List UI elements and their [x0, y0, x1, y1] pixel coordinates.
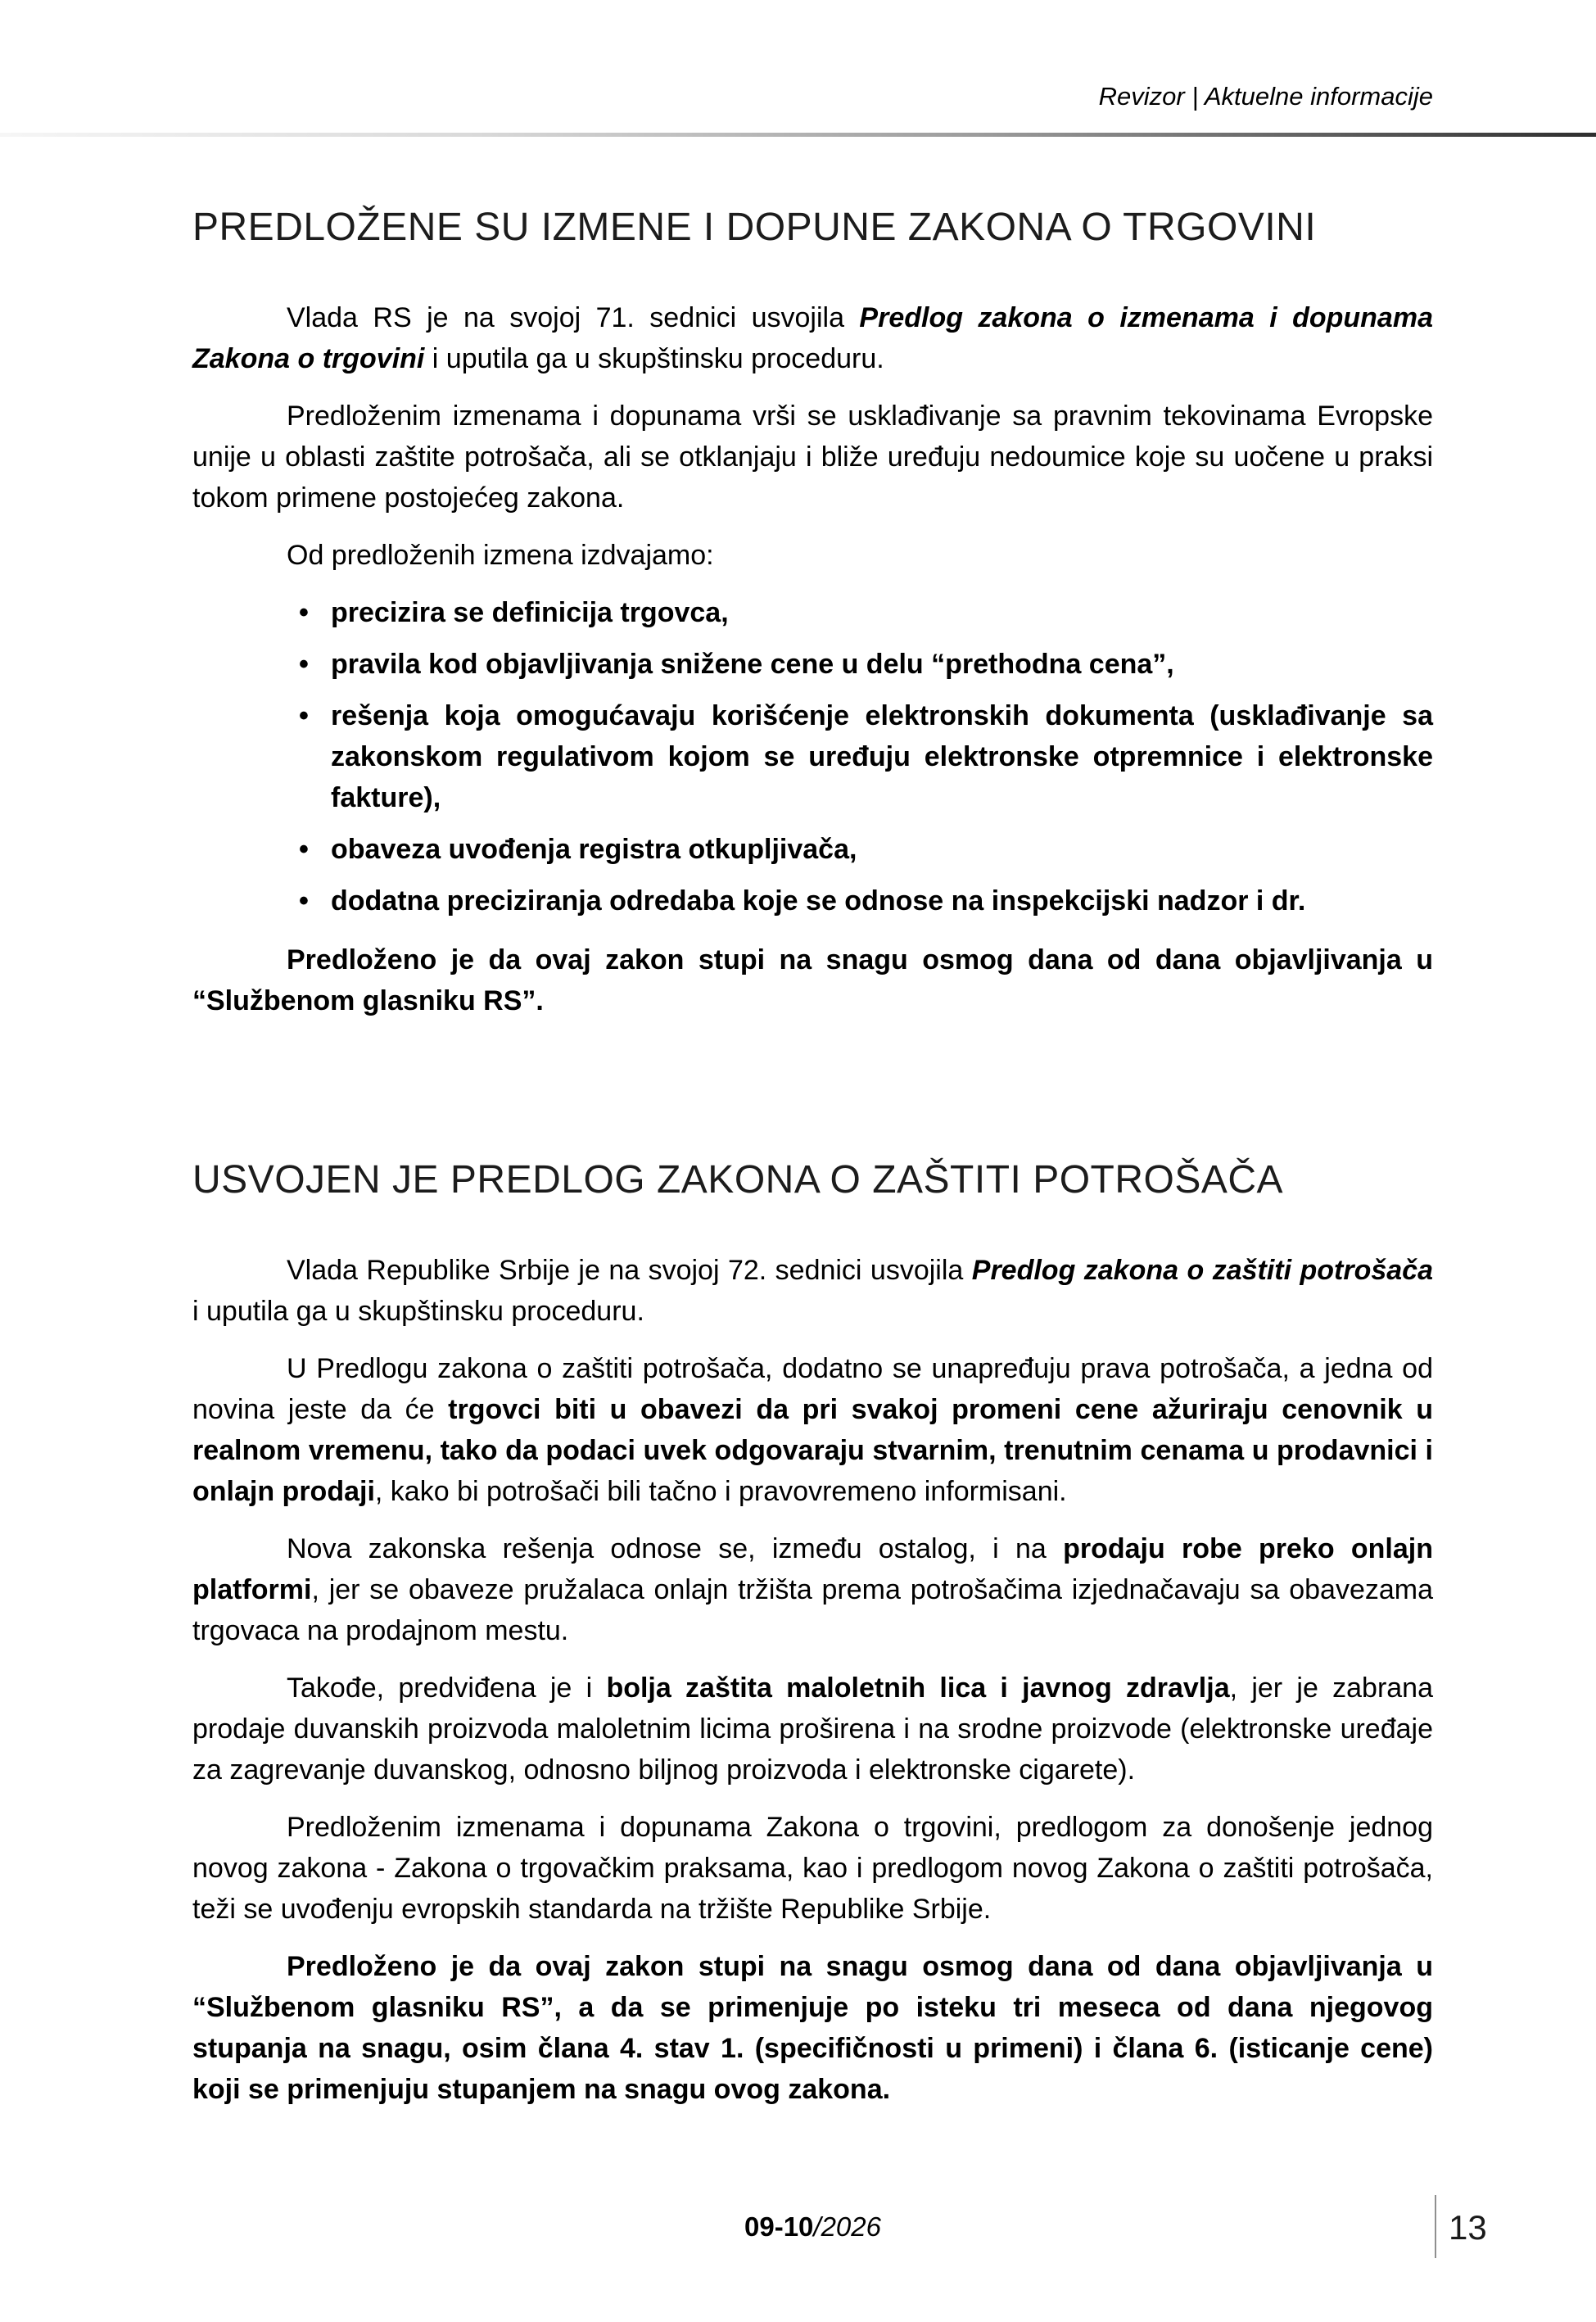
page-number: 13 [1449, 2208, 1487, 2247]
section-title-izmene-zakona-o-trgovini: PREDLOŽENE SU IZMENE I DOPUNE ZAKONA O TRGOVINI [192, 206, 1317, 249]
paragraph-onlajn-platforme [192, 1528, 1433, 1651]
list-item-text: obaveza uvođenja registra otkupljivača, [331, 833, 857, 865]
bullet-dot: • [299, 596, 309, 628]
bullet-dot: • [299, 648, 309, 680]
text-run: i uputila ga u skupštinsku proceduru. [192, 1295, 644, 1327]
list-item-text: pravila kod objavljivanja snižene cene u delu “prethodna cena”, [331, 648, 1174, 680]
text-run: , jer je zabrana prodaje duvanskih proizvoda maloletnim licima proširena i na srodne proizvode (elektronske uređaje za zagrevanje duvanskog, odnosno biljnog proizvoda i elektronske cigarete). [192, 1672, 1433, 1786]
text-run-bold-italic: Predlog zakona o zaštiti potrošača [971, 1254, 1433, 1286]
paragraph-stupanje-na-snagu-2: Predloženo je da ovaj zakon stupi na snagu osmog dana od dana objavljivanja u “Službenom glasniku RS”, a da se primenjuje po isteku tri meseca od dana njegovog stupanja na snagu, osim člana 4. stav 1. (specifičnosti u primeni) i člana 6. (isticanje cene) koji se primenjuju stupanjem na snagu ovog zakona. [192, 1950, 1433, 2105]
list-item [192, 644, 1433, 685]
list-item [192, 695, 1433, 818]
header-rule [0, 133, 1596, 137]
issue-year: /2026 [813, 2211, 881, 2242]
paragraph-stupanje-na-snagu-1: Predloženo je da ovaj zakon stupi na snagu osmog dana od dana objavljivanja u “Službenom glasniku RS”. [192, 944, 1433, 1016]
list-item-text: dodatna preciziranja odredaba koje se odnose na inspekcijski nadzor i dr. [331, 885, 1306, 917]
page-number-rule [1435, 2195, 1436, 2258]
text-run: , kako bi potrošači bili tačno i pravovremeno informisani. [374, 1475, 1067, 1507]
text-run: Takođe, predviđena je i [287, 1672, 607, 1704]
paragraph-vlada-rs [192, 297, 1433, 379]
paragraph-evropski-standardi: Predloženim izmenama i dopunama Zakona o trgovini, predlogom za donošenje jednog novog zakona - Zakona o trgovačkim praksama, kao i predlogom novog Zakona o zaštiti potrošača, teži se uvođenju evropskih standarda na tržište Republike Srbije. [192, 1811, 1433, 1925]
list-item [192, 592, 1433, 633]
paragraph-unapredjenje-prava [192, 1348, 1433, 1512]
bullet-list [192, 592, 1433, 921]
running-head: Revizor | Aktuelne informacije [1098, 82, 1433, 111]
text-run: i uputila ga u skupštinsku proceduru. [424, 342, 884, 374]
paragraph-vlada-republike-srbije [192, 1250, 1433, 1332]
issue-number: 09-10 [744, 2211, 814, 2242]
list-item [192, 880, 1433, 921]
text-run-bold: bolja zaštita maloletnih lica i javnog zdravlja [606, 1672, 1230, 1704]
bullet-dot: • [299, 699, 309, 731]
text-run: , jer se obaveze pružalaca onlajn tržišta prema potrošačima izjednačavaju sa obavezama trgovaca na prodajnom mestu. [192, 1573, 1433, 1646]
issue-label [192, 2211, 1433, 2243]
section-title-zastita-potrosaca: USVOJEN JE PREDLOG ZAKONA O ZAŠTITI POTROŠAČA [192, 1157, 1284, 1202]
list-item [192, 829, 1433, 870]
text-run: Nova zakonska rešenja odnose se, između ostalog, i na [287, 1532, 1064, 1564]
paragraph-list-intro: Od predloženih izmena izdvajamo: [287, 539, 714, 571]
paragraph-uskladjivanje: Predloženim izmenama i dopunama vrši se usklađivanje sa pravnim tekovinama Evropske unije u oblasti zaštite potrošača, ali se otklanjaju i bliže uređuju nedoumice koje su uočene u praksi tokom primene postojećeg zakona. [192, 400, 1433, 514]
text-run-bold: prodaju robe preko onlajn platformi [192, 1532, 1433, 1605]
list-item-text: precizira se definicija trgovca, [331, 596, 729, 628]
text-run-bold-italic: Predlog zakona o izmenama i dopunama Zakona o trgovini [192, 301, 1433, 374]
text-run: U Predlogu zakona o zaštiti potrošača, dodatno se unapređuju prava potrošača, a jedna od novina jeste da će [192, 1352, 1433, 1425]
text-run: Vlada RS je na svojoj 71. sednici usvojila [287, 301, 860, 333]
paragraph-zastita-maloletnih [192, 1668, 1433, 1790]
list-item-text: rešenja koja omogućavaju korišćenje elektronskih dokumenta (usklađivanje sa zakonskom regulativom kojom se uređuju elektronske otpremnice i elektronske fakture), [331, 699, 1433, 813]
bullet-dot: • [299, 885, 309, 917]
text-run: Vlada Republike Srbije je na svojoj 72. sednici usvojila [287, 1254, 972, 1286]
text-run-bold: trgovci biti u obavezi da pri svakoj promeni cene ažuriraju cenovnik u realnom vremenu, tako da podaci uvek odgovaraju stvarnim, trenutnim cenama u prodavnici i onlajn prodaji [192, 1393, 1433, 1507]
bullet-dot: • [299, 833, 309, 865]
article-content [192, 206, 1433, 2110]
